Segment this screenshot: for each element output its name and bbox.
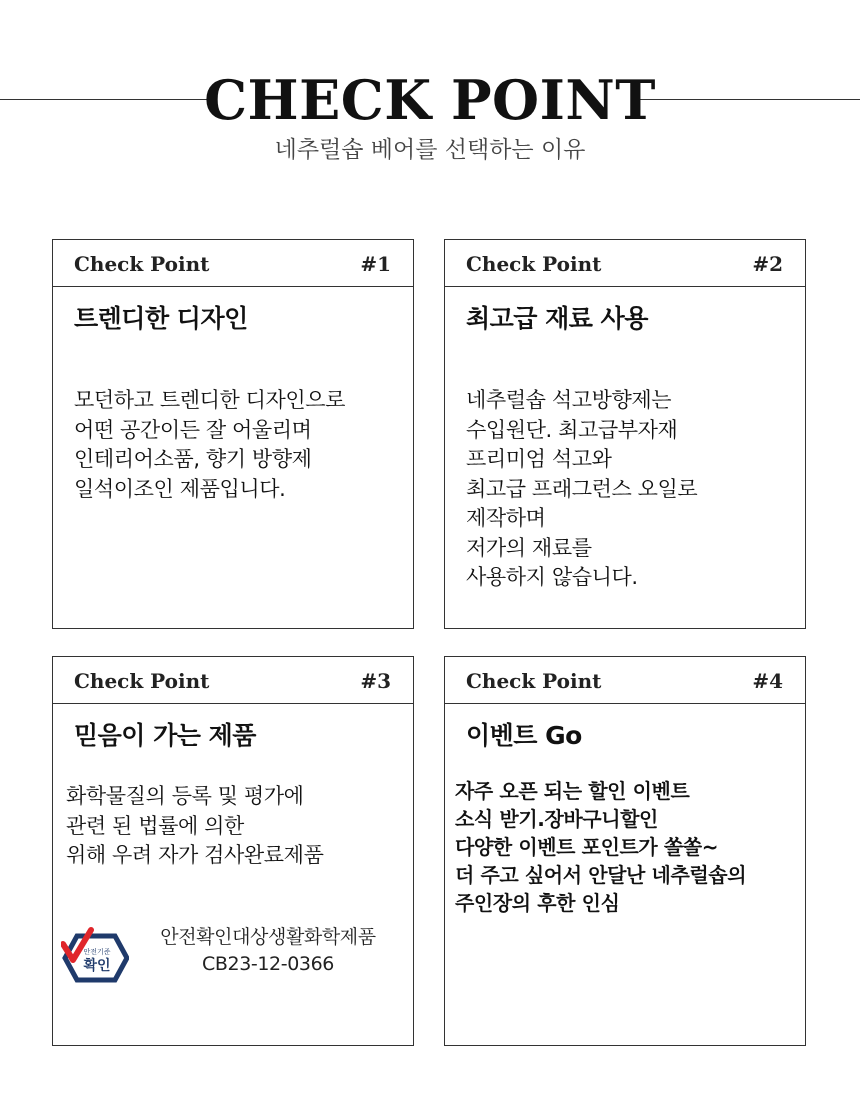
card-label: Check Point bbox=[466, 669, 602, 693]
card-number: #4 bbox=[752, 669, 783, 693]
description-line: 더 주고 싶어서 안달난 네추럴솝의 bbox=[455, 863, 747, 887]
cert-text bbox=[143, 924, 393, 978]
card-description bbox=[66, 782, 396, 871]
safety-certification bbox=[61, 922, 401, 992]
description-line: 사용하지 않습니다. bbox=[466, 565, 638, 589]
page-title: CHECK POINT bbox=[204, 68, 656, 132]
card-label: Check Point bbox=[74, 669, 210, 693]
description-line: 인테리어소품, 향기 방향제 bbox=[74, 447, 312, 471]
card-title: 최고급 재료 사용 bbox=[466, 304, 648, 333]
description-line: 프리미엄 석고와 bbox=[466, 447, 612, 471]
card-header bbox=[53, 657, 413, 704]
description-line: 다양한 이벤트 포인트가 쏠쏠~ bbox=[455, 835, 719, 859]
description-line: 일석이조인 제품입니다. bbox=[74, 476, 286, 501]
description-line: 최고급 프래그런스 오일로 bbox=[466, 476, 698, 501]
card-header bbox=[445, 657, 805, 704]
card-header bbox=[53, 240, 413, 287]
description-line: 모던하고 트렌디한 디자인으로 bbox=[74, 388, 346, 412]
card-number: #3 bbox=[360, 669, 391, 693]
description-line: 어떤 공간이든 잘 어울리며 bbox=[74, 417, 312, 442]
description-line: 네추럴솝 석고방향제는 bbox=[466, 388, 672, 412]
cert-line-2: CB23-12-0366 bbox=[202, 953, 334, 975]
card-header bbox=[445, 240, 805, 287]
check-point-card-3 bbox=[52, 656, 414, 1046]
card-number: #1 bbox=[360, 252, 391, 276]
description-line: 위해 우려 자가 검사완료제품 bbox=[66, 843, 324, 867]
page-subtitle: 네추럴솝 베어를 선택하는 이유 bbox=[274, 137, 586, 163]
description-line: 자주 오픈 되는 할인 이벤트 bbox=[455, 779, 690, 803]
card-description bbox=[74, 386, 404, 504]
description-line: 수입원단. 최고급부자재 bbox=[466, 417, 678, 442]
card-title: 이벤트 Go bbox=[466, 721, 582, 750]
check-point-card-1 bbox=[52, 239, 414, 629]
cert-logo-small-text: 안전기준 bbox=[83, 948, 111, 956]
description-line: 주인장의 후한 인심 bbox=[455, 891, 620, 915]
card-description bbox=[455, 777, 785, 917]
description-line: 저가의 재료를 bbox=[466, 535, 592, 560]
description-line: 화학물질의 등록 및 평가에 bbox=[66, 784, 304, 808]
description-line: 관련 된 법률에 의한 bbox=[66, 813, 244, 838]
card-title: 믿음이 가는 제품 bbox=[74, 721, 256, 750]
card-title: 트렌디한 디자인 bbox=[74, 304, 248, 333]
cert-logo-big-text: 확인 bbox=[83, 958, 111, 974]
check-point-card-2 bbox=[444, 239, 806, 629]
card-label: Check Point bbox=[74, 252, 210, 276]
card-label: Check Point bbox=[466, 252, 602, 276]
description-line: 소식 받기.장바구니할인 bbox=[455, 807, 658, 831]
cert-line-1: 안전확인대상생활화학제품 bbox=[160, 926, 376, 948]
card-description bbox=[466, 386, 796, 593]
check-point-card-4 bbox=[444, 656, 806, 1046]
card-number: #2 bbox=[752, 252, 783, 276]
description-line: 제작하며 bbox=[466, 506, 546, 530]
page-header bbox=[0, 60, 860, 180]
safety-check-icon bbox=[61, 924, 129, 984]
